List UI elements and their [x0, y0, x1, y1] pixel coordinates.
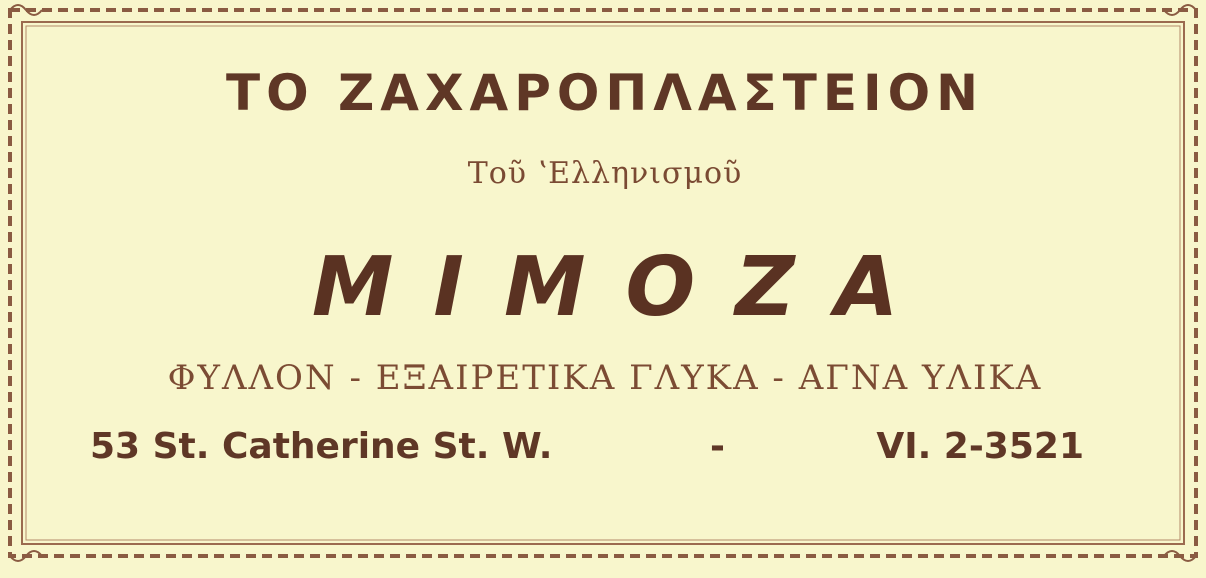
- brand-name: ΜΙΜΟΖΑ: [311, 240, 939, 335]
- ad-content: [40, 28, 1170, 538]
- phone-number: VI. 2-3521: [876, 426, 1084, 467]
- heading: ΤΟ ΖΑΧΑΡΟΠΛΑΣΤΕΙΟΝ: [226, 64, 984, 122]
- address: 53 St. Catherine St. W.: [90, 426, 553, 467]
- subheading: Τοῦ ʽΕλληνισμοῦ: [467, 156, 743, 191]
- contact-separator: -: [710, 426, 725, 467]
- tagline: ΦΥΛΛΟΝ - ΕΞΑΙΡΕΤΙΚΑ ΓΛΥΚΑ - ΑΓΝΑ ΥΛΙΚΑ: [167, 358, 1043, 398]
